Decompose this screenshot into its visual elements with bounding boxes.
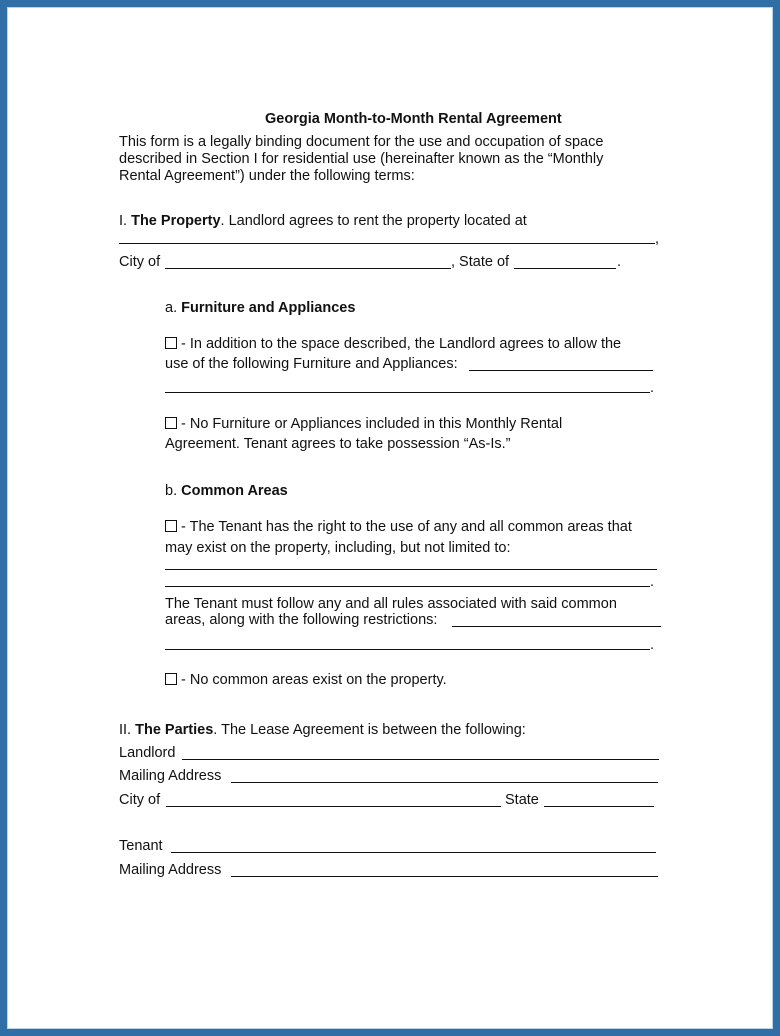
furniture-heading: Furniture and Appliances [181,300,356,316]
landlord-label: Landlord [119,745,176,761]
section-2-numeral: II. [119,722,132,738]
section-2-heading-line [119,722,526,739]
common-option-1-line-1 [165,519,632,536]
furniture-prefix: a. [165,300,178,316]
state-field[interactable] [514,268,616,269]
furniture-list-field-1[interactable] [469,370,653,371]
furniture-option-2-text-1: - No Furniture or Appliances included in this Monthly Rental [181,416,563,432]
restrictions-period: . [650,637,655,653]
landlord-state-label: State [505,792,539,808]
intro-line-3: Rental Agreement”) under the following terms: [119,168,415,184]
tenant-label: Tenant [119,838,163,854]
furniture-option-2-line-1 [165,416,562,433]
common-areas-heading: Common Areas [181,483,288,499]
section-1-heading-line [119,213,527,230]
landlord-mailing-label: Mailing Address [119,768,222,784]
state-label: , State of [451,254,510,270]
section-2-text: . The Lease Agreement is between the following: [213,722,526,738]
property-address-field[interactable] [119,243,655,244]
furniture-list-field-2[interactable] [165,392,650,393]
common-rules-text-2: areas, along with the following restrictions: [165,612,438,628]
furniture-option-1-text-2: use of the following Furniture and Appliances: [165,356,458,372]
furniture-option-2-text-2: Agreement. Tenant agrees to take possession “As-Is.” [165,436,511,452]
furniture-option-1-text-1: - In addition to the space described, the Landlord agrees to allow the [181,336,622,352]
common-areas-list-field-1[interactable] [165,569,657,570]
intro-line-1: This form is a legally binding document for the use and occupation of space [119,134,604,150]
tenant-field[interactable] [171,852,656,853]
landlord-field[interactable] [182,759,659,760]
common-areas-prefix: b. [165,483,178,499]
landlord-city-label: City of [119,792,161,808]
common-areas-checkbox[interactable] [165,520,177,532]
landlord-mailing-field[interactable] [231,782,658,783]
common-option-1-text-1: - The Tenant has the right to the use of any and all common areas that [181,519,632,535]
section-1-title: The Property [131,213,221,229]
restrictions-field-1[interactable] [452,626,661,627]
section-2-title: The Parties [135,722,214,738]
tenant-mailing-label: Mailing Address [119,862,222,878]
common-areas-list-field-2[interactable] [165,586,650,587]
furniture-heading-line [165,300,355,317]
document-title: Georgia Month-to-Month Rental Agreement [265,111,562,127]
city-field[interactable] [165,268,451,269]
common-option-1-text-2: may exist on the property, including, but not limited to: [165,540,511,556]
common-areas-list-period: . [650,574,655,590]
furniture-list-period: . [650,380,655,396]
landlord-city-field[interactable] [166,806,501,807]
common-rules-text-1: The Tenant must follow any and all rules associated with said common [165,596,617,612]
tenant-mailing-field[interactable] [231,876,658,877]
common-option-2-text: - No common areas exist on the property. [181,672,447,688]
city-label: City of [119,254,161,270]
landlord-state-field[interactable] [544,806,654,807]
common-areas-heading-line [165,483,288,500]
no-common-areas-checkbox[interactable] [165,673,177,685]
section-1-text: . Landlord agrees to rent the property located at [220,213,527,229]
intro-line-2: described in Section I for residential use (hereinafter known as the “Monthly [119,151,604,167]
furniture-included-checkbox[interactable] [165,337,177,349]
property-address-comma: , [655,231,660,247]
state-period: . [617,254,622,270]
no-furniture-checkbox[interactable] [165,417,177,429]
restrictions-field-2[interactable] [165,649,650,650]
section-1-numeral: I. [119,213,128,229]
furniture-option-1-line-1 [165,336,621,353]
common-option-2-line [165,672,447,689]
